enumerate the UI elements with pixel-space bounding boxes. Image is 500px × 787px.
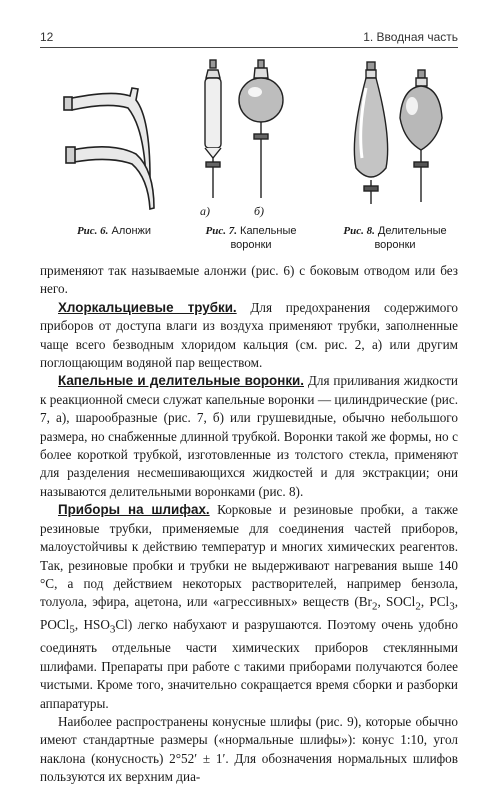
body-text bbox=[40, 262, 458, 787]
paragraph-funnels bbox=[40, 372, 458, 501]
figure-7-number: Рис. 7. bbox=[205, 225, 237, 237]
figure-8-separatory-funnels bbox=[340, 58, 460, 218]
paragraph-ground-joints bbox=[40, 501, 458, 713]
figure-7-label-b: б) bbox=[254, 204, 265, 218]
paragraph-conical-joints: Наиболее распространены конусные шлифы (рис. 9), которые обычно имеют стандартные размеры («нормальные шлифы»): конус 1:10, угол наклона (конусность) 2°52′ ± 1′. Для обозначения нормальных шлифов пользуются их верхним диа- bbox=[40, 714, 458, 785]
figure-6-title: Алонжи bbox=[111, 225, 152, 237]
paragraph-calcium-chloride-tubes bbox=[40, 299, 458, 373]
paragraph-2-text: Для приливания жидкости к реакционной смеси служат капельные воронки — цилиндрические (рис. 7, а), шарообразные (рис. 7, б) или грушевидные, обычно небольшого размера, но снабженные длинной трубкой. Воронки такой же формы, но с более короткой трубкой, изготовленные из толстого стекла, применяют для разделения несмешивающихся жидкостей и для экстракции; они называются делительными воронками (рис. 8). bbox=[40, 373, 458, 499]
chapter-title: 1. Вводная часть bbox=[363, 30, 458, 44]
heading-funnels: Капельные и делительные воронки. bbox=[58, 373, 304, 389]
paragraph-3-text-d: , POCl bbox=[40, 594, 458, 633]
paragraph-1-text: Для предохранения содержимого приборов от доступа влаги из воздуха применяют трубки, заполненные чаще всего безводным хлоридом кальция (см. рис. 2, а) или другим поглощающим водяной пар веществом. bbox=[40, 299, 459, 371]
adapter-illustration bbox=[58, 58, 168, 218]
heading-ground-joints: Приборы на шлифах. bbox=[58, 502, 210, 518]
subscript-br2: 2 bbox=[371, 600, 378, 613]
paragraph-3-text-b: , SOCl bbox=[377, 594, 416, 610]
paragraph-3-text-c: , PCl bbox=[420, 594, 450, 610]
page-number: 12 bbox=[40, 30, 54, 44]
figure-7-label-a: а) bbox=[200, 204, 210, 218]
paragraph-3-text-f: Cl) легко набухают и разрушаются. Поэтому очень удобно соединять отдельные части химических приборов стеклянными шлифами. Препараты при работе с такими приборами получаются более чистыми. Кроме того, значительно сокращается время сборки и разборки аппаратуры. bbox=[40, 617, 458, 711]
figure-6-number: Рис. 6. bbox=[76, 225, 109, 237]
heading-calcium-chloride-tubes: Хлоркальциевые трубки. bbox=[58, 299, 237, 315]
figure-6-caption bbox=[44, 224, 184, 238]
subscript-pcl3: 3 bbox=[449, 600, 455, 613]
figure-7-caption bbox=[190, 224, 312, 252]
dropping-funnel-illustration bbox=[190, 58, 310, 218]
subscript-hso3cl: 3 bbox=[109, 624, 116, 636]
figure-8-number: Рис. 8. bbox=[343, 225, 375, 237]
figure-8-caption bbox=[330, 224, 460, 252]
paragraph-3-text-e: , HSO bbox=[74, 617, 110, 633]
figure-7-title-1: Капельные bbox=[240, 225, 297, 237]
figure-7-title-2: воронки bbox=[230, 239, 272, 251]
subscript-socl2: 2 bbox=[415, 600, 421, 613]
separatory-funnel-illustration bbox=[340, 58, 460, 218]
figures-row bbox=[40, 58, 458, 258]
subscript-pocl5: 5 bbox=[69, 624, 75, 636]
paragraph-continuation: применяют так называемые алонжи (рис. 6) с боковым отводом или без него. bbox=[40, 263, 458, 297]
figure-8-title-1: Делительные bbox=[377, 225, 447, 237]
figure-8-title-2: воронки bbox=[374, 239, 416, 251]
paragraph-3-text-a: Корковые и резиновые пробки, а также резиновые трубки, применяемые для соединения частей приборов, малоустойчивы к действию температур и многих химических реагентов. Так, резиновые пробки и трубки не выдерживают нагревания выше 140 °С, а под действием некоторых растворителей, например бензола, толуола, эфира, ацетона, или «агрессивных» веществ (Br bbox=[40, 502, 458, 610]
figure-7-dropping-funnels bbox=[190, 58, 310, 218]
header-rule bbox=[40, 47, 458, 48]
figure-6-adapters bbox=[58, 58, 168, 218]
